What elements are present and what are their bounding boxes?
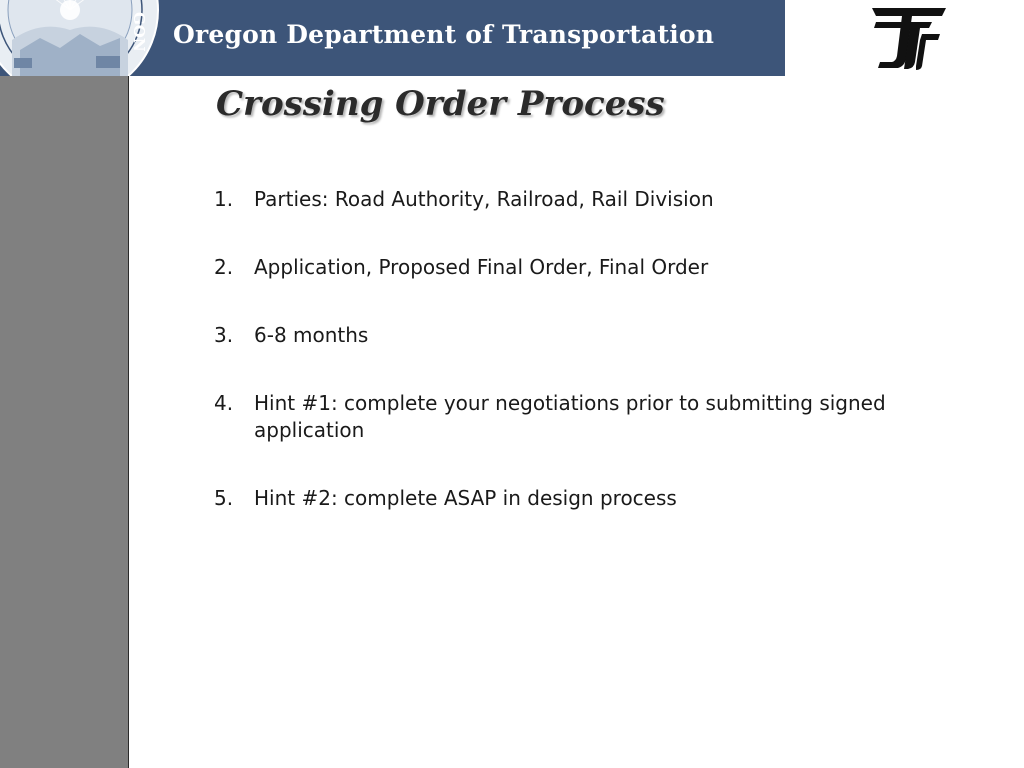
list-item-text: Application, Proposed Final Order, Final Order (254, 255, 709, 279)
organization-name: Oregon Department of Transportation (173, 20, 715, 49)
list-item-text: Hint #1: complete your negotiations prior to submitting signed application (254, 391, 886, 442)
odot-logo-icon (866, 4, 950, 72)
process-list (214, 186, 914, 553)
list-item (214, 322, 914, 349)
list-item-number: 1. (214, 187, 234, 211)
list-item (214, 390, 914, 444)
list-item-text: Hint #2: complete ASAP in design process (254, 486, 677, 510)
slide-title: Crossing Order Process (216, 84, 665, 124)
oregon-seal-icon (0, 0, 160, 76)
list-item-number: 5. (214, 486, 234, 510)
list-item (214, 485, 914, 512)
list-item-text: 6-8 months (254, 323, 369, 347)
header-bar (0, 0, 785, 76)
left-sidebar-panel (0, 76, 129, 768)
list-item-number: 4. (214, 391, 234, 415)
list-item (214, 254, 914, 281)
list-item-text: Parties: Road Authority, Railroad, Rail Division (254, 187, 714, 211)
list-item-number: 3. (214, 323, 234, 347)
list-item (214, 186, 914, 213)
list-item-number: 2. (214, 255, 234, 279)
svg-text:GON: GON (130, 12, 148, 52)
